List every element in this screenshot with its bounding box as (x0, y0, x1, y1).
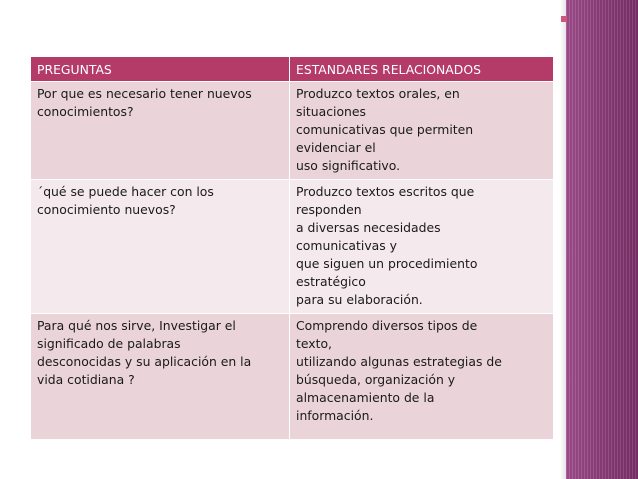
header-preguntas: PREGUNTAS (31, 57, 290, 82)
cell-line: Por que es necesario tener nuevos (37, 86, 252, 101)
decorative-side-band (566, 0, 638, 479)
header-estandares: ESTANDARES RELACIONADOS (290, 57, 554, 82)
cell-line: Comprendo diversos tipos de (296, 318, 478, 333)
cell-line: conocimientos? (37, 104, 134, 119)
cell-line: Produzco textos orales, en (296, 86, 460, 101)
estandar-cell (290, 314, 554, 440)
cell-line: búsqueda, organización y (296, 372, 456, 387)
table-row (31, 180, 554, 314)
table-row (31, 82, 554, 180)
cell-line: conocimiento nuevos? (37, 202, 176, 217)
cell-line: información. (296, 408, 374, 423)
table-header-row (31, 57, 554, 82)
cell-line: vida cotidiana ? (37, 372, 135, 387)
cell-line: Para qué nos sirve, Investigar el (37, 318, 236, 333)
pregunta-cell (31, 82, 290, 180)
cell-line: Produzco textos escritos que (296, 184, 475, 199)
cell-line: texto, (296, 336, 332, 351)
cell-line: almacenamiento de la (296, 390, 435, 405)
estandar-cell (290, 82, 554, 180)
cell-line: estratégico (296, 274, 366, 289)
table-row (31, 314, 554, 440)
cell-line: a diversas necesidades (296, 220, 441, 235)
cell-line: desconocidas y su aplicación en la (37, 354, 252, 369)
cell-line: ´qué se puede hacer con los (37, 184, 214, 199)
cell-line: comunicativas y (296, 238, 397, 253)
cell-line: para su elaboración. (296, 292, 423, 307)
accent-square (561, 16, 567, 22)
cell-line: comunicativas que permiten (296, 122, 474, 137)
cell-line: utilizando algunas estrategias de (296, 354, 502, 369)
pregunta-cell (31, 180, 290, 314)
cell-line: que siguen un procedimiento (296, 256, 478, 271)
pregunta-cell (31, 314, 290, 440)
questions-standards-table (30, 56, 554, 440)
cell-line: responden (296, 202, 362, 217)
cell-line: evidenciar el (296, 140, 376, 155)
estandar-cell (290, 180, 554, 314)
cell-line: situaciones (296, 104, 366, 119)
cell-line: significado de palabras (37, 336, 181, 351)
cell-line: uso significativo. (296, 158, 401, 173)
